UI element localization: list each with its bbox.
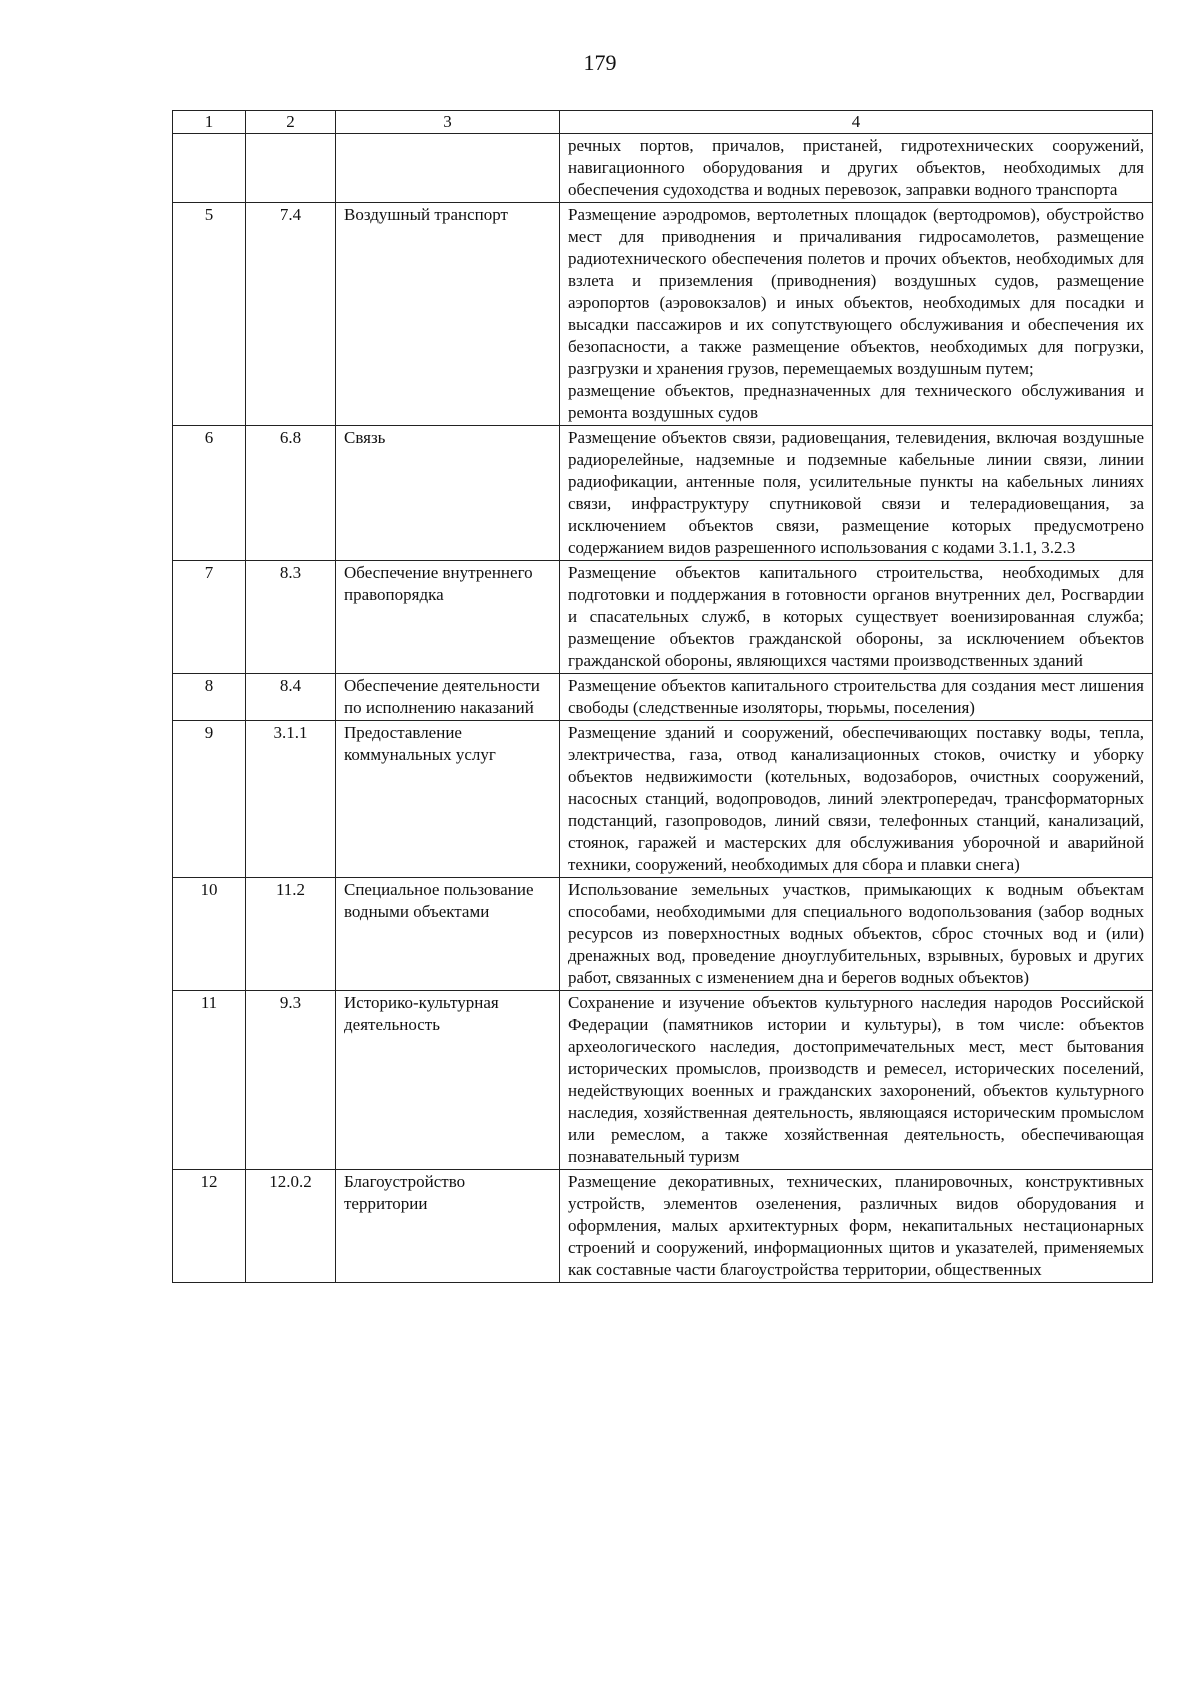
row-name: Историко-культурная деятельность [336,991,560,1170]
row-number: 8 [173,674,246,721]
table-row [173,426,1153,561]
row-name: Обеспечение деятельности по исполнению наказаний [336,674,560,721]
row-number: 12 [173,1170,246,1283]
table-row [173,878,1153,991]
row-code: 7.4 [246,203,336,426]
row-name: Обеспечение внутреннего правопорядка [336,561,560,674]
row-name: Благоустройство территории [336,1170,560,1283]
row-description: Размещение аэродромов, вертолетных площадок (вертодромов), обустройство мест для приводнения и причаливания гидросамолетов, размещение радиотехнического обеспечения полетов и прочих объектов, необходимых для взлета и приземления (приводнения) воздушных судов, размещение аэропортов (аэровокзалов) и иных объектов, необходимых для посадки и высадки пассажиров и их сопутствующего обслуживания и обеспечения их безопасности, а также размещение объектов, необходимых для погрузки, разгрузки и хранения грузов, перемещаемых воздушным путем; [568,205,1144,378]
row-code: 12.0.2 [246,1170,336,1283]
column-header-1: 1 [173,111,246,134]
row-description: Использование земельных участков, примыкающих к водным объектам способами, необходимыми для специального водопользования (забор водных ресурсов из поверхностных водных объектов, сброс сточных вод и (или) дренажных вод, проведение дноуглубительных, взрывных, буровых и других работ, связанных с изменением дна и берегов водных объектов) [560,878,1153,991]
table-row [173,991,1153,1170]
row-name [336,134,560,203]
row-description: речных портов, причалов, пристаней, гидротехнических сооружений, навигационного оборудования и других объектов, необходимых для обеспечения судоходства и водных перевозок, заправки водного транспорта [560,134,1153,203]
row-number: 7 [173,561,246,674]
table-header-row [173,111,1153,134]
column-header-4: 4 [560,111,1153,134]
row-description: Размещение декоративных, технических, планировочных, конструктивных устройств, элементов озеленения, различных видов оборудования и оформления, малых архитектурных форм, некапитальных нестационарных строений и сооружений, информационных щитов и указателей, применяемых как составные части благоустройства территории, общественных [560,1170,1153,1283]
row-number: 11 [173,991,246,1170]
row-code: 8.3 [246,561,336,674]
table-row [173,203,1153,426]
row-code: 11.2 [246,878,336,991]
table-row [173,674,1153,721]
land-use-table [172,110,1153,1283]
row-description: Размещение объектов связи, радиовещания, телевидения, включая воздушные радиорелейные, надземные и подземные кабельные линии связи, линии радиофикации, антенные поля, усилительные пункты на кабельных линиях связи, инфраструктуру спутниковой связи и телерадиовещания, за исключением объектов связи, размещение которых предусмотрено содержанием видов разрешенного использования с кодами 3.1.1, 3.2.3 [560,426,1153,561]
row-code: 9.3 [246,991,336,1170]
row-name: Предоставление коммунальных услуг [336,721,560,878]
row-code: 3.1.1 [246,721,336,878]
row-description: Сохранение и изучение объектов культурного наследия народов Российской Федерации (памятников истории и культуры), в том числе: объектов археологического наследия, достопримечательных мест, мест бытования исторических промыслов, производств и ремесел, исторических поселений, недействующих военных и гражданских захоронений, объектов культурного наследия, хозяйственная деятельность, являющаяся историческим промыслом или ремеслом, а также хозяйственная деятельность, обеспечивающая познавательный туризм [560,991,1153,1170]
row-number [173,134,246,203]
table-row [173,134,1153,203]
column-header-2: 2 [246,111,336,134]
row-name: Связь [336,426,560,561]
row-name: Специальное пользование водными объектами [336,878,560,991]
table-row [173,721,1153,878]
row-number: 9 [173,721,246,878]
row-name: Воздушный транспорт [336,203,560,426]
row-description-cell [560,203,1153,426]
row-description: Размещение объектов капитального строительства, необходимых для подготовки и поддержания в готовности органов внутренних дел, Росгвардии и спасательных служб, в которых существует военизированная служба; размещение объектов гражданской обороны, за исключением объектов гражданской обороны, являющихся частями производственных зданий [560,561,1153,674]
column-header-3: 3 [336,111,560,134]
row-code: 8.4 [246,674,336,721]
table-row [173,1170,1153,1283]
row-description-continued: размещение объектов, предназначенных для технического обслуживания и ремонта воздушных судов [568,381,1144,422]
row-description: Размещение зданий и сооружений, обеспечивающих поставку воды, тепла, электричества, газа, отвод канализационных стоков, очистку и уборку объектов недвижимости (котельных, водозаборов, очистных сооружений, насосных станций, водопроводов, линий электропередач, трансформаторных подстанций, газопроводов, линий связи, телефонных станций, канализаций, стоянок, гаражей и мастерских для обслуживания уборочной и аварийной техники, сооружений, необходимых для сбора и плавки снега) [560,721,1153,878]
row-description: Размещение объектов капитального строительства для создания мест лишения свободы (следственные изоляторы, тюрьмы, поселения) [560,674,1153,721]
row-code [246,134,336,203]
row-number: 5 [173,203,246,426]
page-number: 179 [583,50,617,75]
row-number: 10 [173,878,246,991]
row-code: 6.8 [246,426,336,561]
table-row [173,561,1153,674]
row-number: 6 [173,426,246,561]
